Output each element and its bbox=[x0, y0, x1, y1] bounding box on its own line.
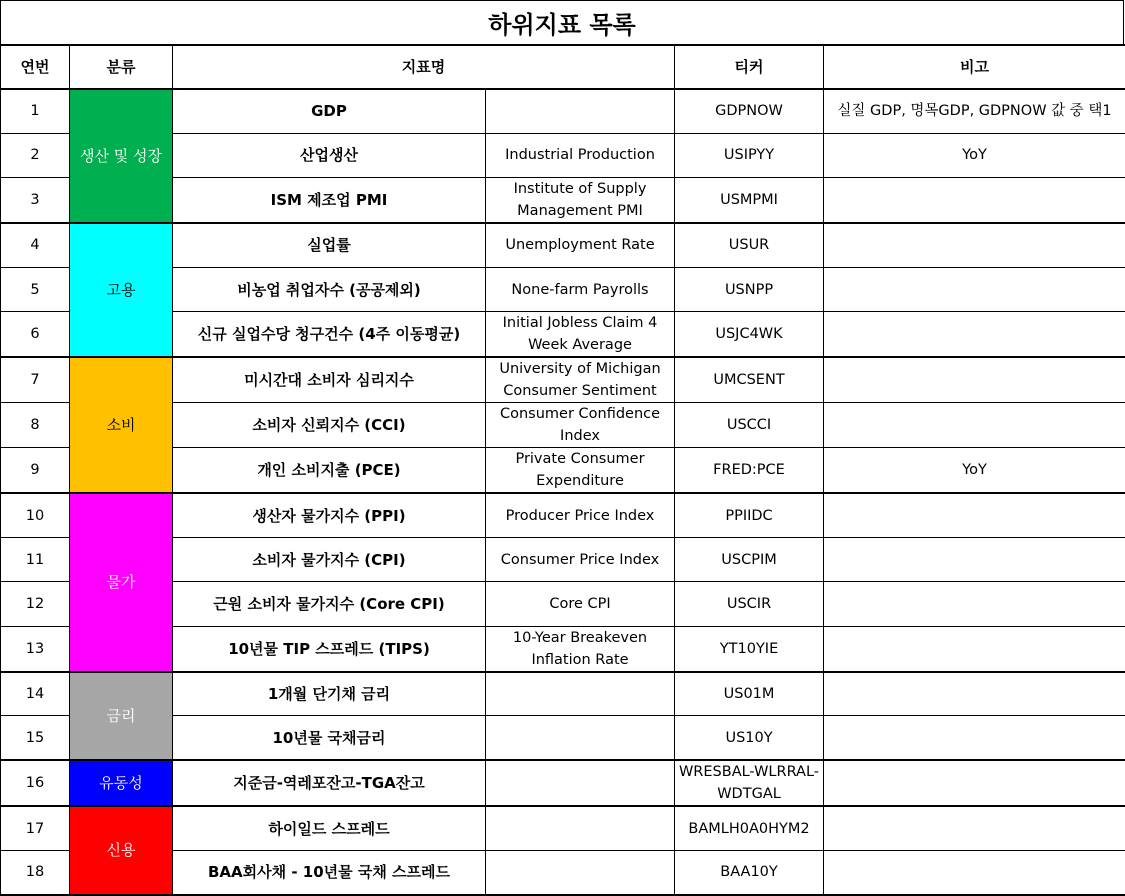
row-number-cell[interactable]: 17 bbox=[1, 806, 70, 850]
row-number-cell[interactable]: 9 bbox=[1, 448, 70, 494]
note-cell[interactable] bbox=[824, 716, 1125, 760]
indicator-name-cell[interactable]: 소비자 물가지수 (CPI) bbox=[173, 537, 486, 581]
ticker-cell[interactable]: US10Y bbox=[675, 716, 824, 760]
indicator-name-cell[interactable]: 실업률 bbox=[173, 223, 486, 267]
category-cell[interactable]: 유동성 bbox=[70, 760, 173, 806]
indicator-name-cell[interactable]: 10년물 국채금리 bbox=[173, 716, 486, 760]
ticker-cell[interactable]: USCPIM bbox=[675, 537, 824, 581]
category-cell[interactable]: 소비 bbox=[70, 357, 173, 493]
row-number-cell[interactable]: 4 bbox=[1, 223, 70, 267]
category-cell[interactable]: 생산 및 성장 bbox=[70, 89, 173, 223]
category-cell[interactable]: 물가 bbox=[70, 493, 173, 671]
row-number-cell[interactable]: 6 bbox=[1, 312, 70, 358]
row-number-cell[interactable]: 1 bbox=[1, 89, 70, 133]
row-number-cell[interactable]: 7 bbox=[1, 357, 70, 403]
row-number-cell[interactable]: 5 bbox=[1, 267, 70, 311]
sheet-title: 하위지표 목록 bbox=[0, 0, 1124, 44]
note-cell[interactable] bbox=[824, 267, 1125, 311]
indicator-english-cell[interactable]: University of Michigan Consumer Sentiment bbox=[486, 357, 675, 403]
indicator-english-cell[interactable] bbox=[486, 89, 675, 133]
indicator-name-cell[interactable]: 생산자 물가지수 (PPI) bbox=[173, 493, 486, 537]
table-row bbox=[1, 493, 1125, 537]
table-row bbox=[1, 806, 1125, 850]
indicator-name-cell[interactable]: 비농업 취업자수 (공공제외) bbox=[173, 267, 486, 311]
indicator-name-cell[interactable]: 지준금-역레포잔고-TGA잔고 bbox=[173, 760, 486, 806]
ticker-cell[interactable]: USMPMI bbox=[675, 178, 824, 224]
table-row bbox=[1, 89, 1125, 133]
category-cell[interactable]: 금리 bbox=[70, 672, 173, 761]
table-body bbox=[1, 89, 1125, 895]
note-cell[interactable] bbox=[824, 806, 1125, 850]
row-number-cell[interactable]: 11 bbox=[1, 537, 70, 581]
row-number-cell[interactable]: 8 bbox=[1, 403, 70, 448]
ticker-cell[interactable]: USJC4WK bbox=[675, 312, 824, 358]
note-cell[interactable] bbox=[824, 403, 1125, 448]
indicator-name-cell[interactable]: 소비자 신뢰지수 (CCI) bbox=[173, 403, 486, 448]
indicator-name-cell[interactable]: 10년물 TIP 스프레드 (TIPS) bbox=[173, 626, 486, 672]
ticker-cell[interactable]: BAMLH0A0HYM2 bbox=[675, 806, 824, 850]
note-cell[interactable]: YoY bbox=[824, 448, 1125, 494]
note-cell[interactable] bbox=[824, 760, 1125, 806]
indicator-english-cell[interactable] bbox=[486, 760, 675, 806]
note-cell[interactable] bbox=[824, 626, 1125, 672]
ticker-cell[interactable]: UMCSENT bbox=[675, 357, 824, 403]
indicator-english-cell[interactable]: Core CPI bbox=[486, 582, 675, 626]
table-row bbox=[1, 223, 1125, 267]
header-num: 연번 bbox=[1, 45, 70, 89]
indicator-name-cell[interactable]: 하이일드 스프레드 bbox=[173, 806, 486, 850]
indicator-english-cell[interactable] bbox=[486, 806, 675, 850]
header-ticker: 티커 bbox=[675, 45, 824, 89]
indicator-english-cell[interactable] bbox=[486, 716, 675, 760]
indicator-name-cell[interactable]: 근원 소비자 물가지수 (Core CPI) bbox=[173, 582, 486, 626]
header-indicator: 지표명 bbox=[173, 45, 675, 89]
ticker-cell[interactable]: YT10YIE bbox=[675, 626, 824, 672]
row-number-cell[interactable]: 13 bbox=[1, 626, 70, 672]
note-cell[interactable] bbox=[824, 357, 1125, 403]
note-cell[interactable]: YoY bbox=[824, 133, 1125, 177]
indicator-english-cell[interactable]: Industrial Production bbox=[486, 133, 675, 177]
row-number-cell[interactable]: 14 bbox=[1, 672, 70, 716]
indicator-name-cell[interactable]: 1개월 단기채 금리 bbox=[173, 672, 486, 716]
ticker-cell[interactable]: PPIIDC bbox=[675, 493, 824, 537]
indicator-english-cell[interactable]: Initial Jobless Claim 4 Week Average bbox=[486, 312, 675, 358]
header-category: 분류 bbox=[70, 45, 173, 89]
note-cell[interactable] bbox=[824, 537, 1125, 581]
ticker-cell[interactable]: USIPYY bbox=[675, 133, 824, 177]
note-cell[interactable] bbox=[824, 582, 1125, 626]
note-cell[interactable] bbox=[824, 850, 1125, 894]
indicator-name-cell[interactable]: ISM 제조업 PMI bbox=[173, 178, 486, 224]
category-cell[interactable]: 신용 bbox=[70, 806, 173, 895]
ticker-cell[interactable]: USCIR bbox=[675, 582, 824, 626]
note-cell[interactable] bbox=[824, 672, 1125, 716]
indicator-english-cell[interactable] bbox=[486, 850, 675, 894]
category-cell[interactable]: 고용 bbox=[70, 223, 173, 357]
header-note: 비고 bbox=[824, 45, 1125, 89]
indicator-name-cell[interactable]: 신규 실업수당 청구건수 (4주 이동평균) bbox=[173, 312, 486, 358]
ticker-cell[interactable]: FRED:PCE bbox=[675, 448, 824, 494]
note-cell[interactable] bbox=[824, 312, 1125, 358]
ticker-cell[interactable]: US01M bbox=[675, 672, 824, 716]
indicator-name-cell[interactable]: 미시간대 소비자 심리지수 bbox=[173, 357, 486, 403]
row-number-cell[interactable]: 10 bbox=[1, 493, 70, 537]
row-number-cell[interactable]: 2 bbox=[1, 133, 70, 177]
indicator-english-cell[interactable] bbox=[486, 672, 675, 716]
indicator-name-cell[interactable]: 개인 소비지출 (PCE) bbox=[173, 448, 486, 494]
indicator-name-cell[interactable]: GDP bbox=[173, 89, 486, 133]
indicator-english-cell[interactable]: Producer Price Index bbox=[486, 493, 675, 537]
indicator-english-cell[interactable]: Unemployment Rate bbox=[486, 223, 675, 267]
indicator-english-cell[interactable]: Consumer Price Index bbox=[486, 537, 675, 581]
indicator-english-cell[interactable]: None-farm Payrolls bbox=[486, 267, 675, 311]
ticker-cell[interactable]: USCCI bbox=[675, 403, 824, 448]
row-number-cell[interactable]: 16 bbox=[1, 760, 70, 806]
ticker-cell[interactable]: BAA10Y bbox=[675, 850, 824, 894]
ticker-cell[interactable]: USNPP bbox=[675, 267, 824, 311]
indicator-english-cell[interactable]: Consumer Confidence Index bbox=[486, 403, 675, 448]
indicator-name-cell[interactable]: 산업생산 bbox=[173, 133, 486, 177]
indicator-english-cell[interactable]: 10-Year Breakeven Inflation Rate bbox=[486, 626, 675, 672]
indicator-name-cell[interactable]: BAA회사채 - 10년물 국채 스프레드 bbox=[173, 850, 486, 894]
row-number-cell[interactable]: 15 bbox=[1, 716, 70, 760]
indicator-table bbox=[0, 44, 1125, 896]
note-cell[interactable] bbox=[824, 178, 1125, 224]
note-cell[interactable] bbox=[824, 223, 1125, 267]
note-cell[interactable]: 실질 GDP, 명목GDP, GDPNOW 값 중 택1 bbox=[824, 89, 1125, 133]
row-number-cell[interactable]: 18 bbox=[1, 850, 70, 894]
note-cell[interactable] bbox=[824, 493, 1125, 537]
row-number-cell[interactable]: 3 bbox=[1, 178, 70, 224]
ticker-cell[interactable]: GDPNOW bbox=[675, 89, 824, 133]
row-number-cell[interactable]: 12 bbox=[1, 582, 70, 626]
indicator-english-cell[interactable]: Institute of Supply Management PMI bbox=[486, 178, 675, 224]
header-row bbox=[1, 45, 1125, 89]
ticker-cell[interactable]: WRESBAL-WLRRAL-WDTGAL bbox=[675, 760, 824, 806]
ticker-cell[interactable]: USUR bbox=[675, 223, 824, 267]
table-row bbox=[1, 760, 1125, 806]
indicator-english-cell[interactable]: Private Consumer Expenditure bbox=[486, 448, 675, 494]
table-row bbox=[1, 357, 1125, 403]
table-row bbox=[1, 672, 1125, 716]
